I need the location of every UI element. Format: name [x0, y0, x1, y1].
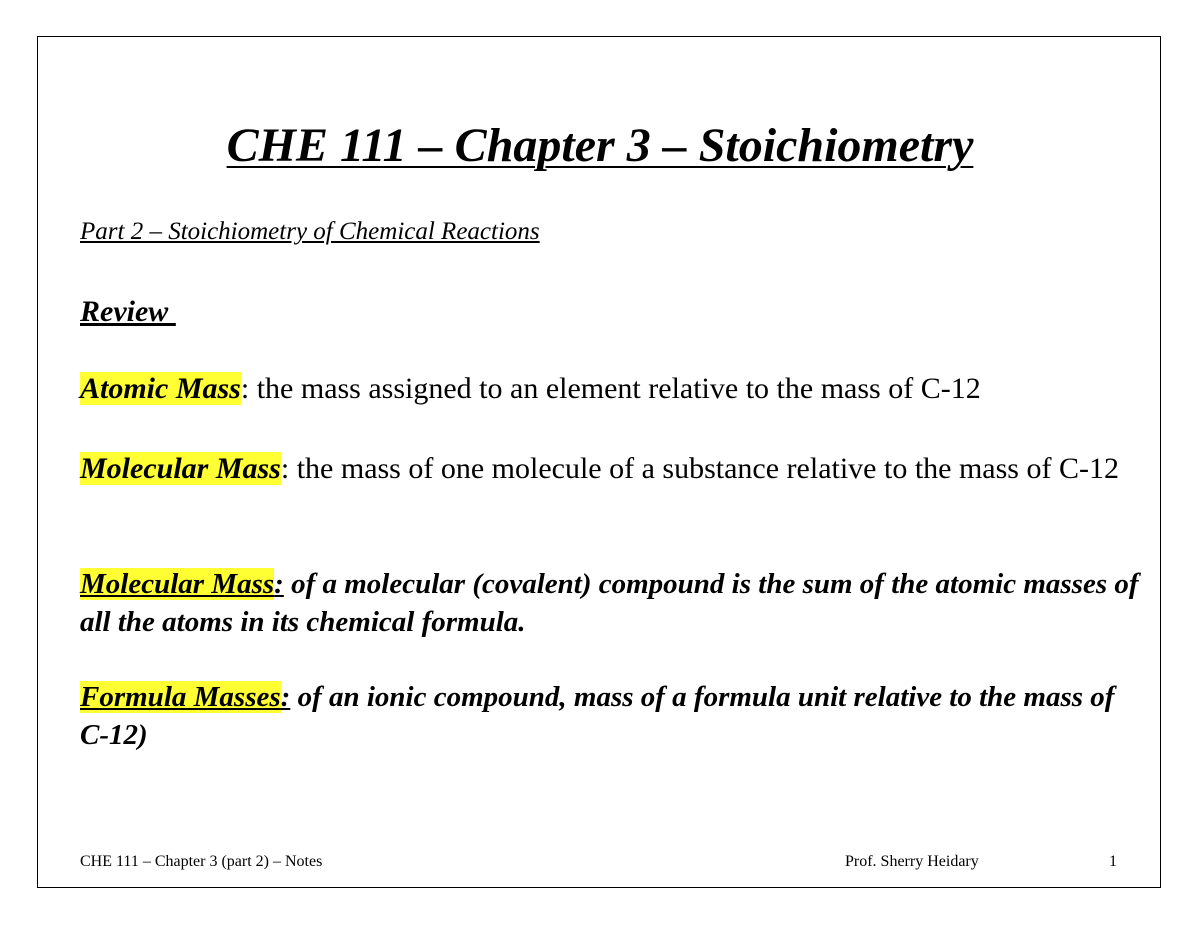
definition-formula-masses — [80, 678, 1140, 754]
definition-term: Atomic Mass — [80, 372, 241, 405]
definition-text: the mass of one molecule of a substance relative to the mass of C-12 — [289, 452, 1119, 485]
definition-text: of a molecular (covalent) compound is the sum of the atomic masses of all the atoms in its chemical formula. — [80, 568, 1139, 638]
definition-colon: : — [280, 681, 291, 713]
definition-molecular-mass-covalent — [80, 565, 1140, 641]
footer-course-notes: CHE 111 – Chapter 3 (part 2) – Notes — [80, 853, 323, 870]
definition-colon: : — [280, 452, 290, 485]
definition-term: Formula Masses — [80, 681, 281, 713]
definition-term: Molecular Mass — [80, 452, 281, 485]
definition-term: Molecular Mass — [80, 568, 275, 600]
definition-colon: : — [274, 568, 284, 600]
footer-page-number: 1 — [1109, 853, 1117, 870]
definition-text: the mass assigned to an element relative to the mass of C-12 — [249, 372, 981, 405]
footer-author: Prof. Sherry Heidary — [845, 853, 979, 870]
subtitle: Part 2 – Stoichiometry of Chemical Reactions — [80, 218, 540, 245]
definition-text: of an ionic compound, mass of a formula unit relative to the mass of C-12) — [80, 681, 1115, 751]
page-title: CHE 111 – Chapter 3 – Stoichiometry — [226, 119, 974, 172]
definition-colon: : — [240, 372, 250, 405]
definition-atomic-mass — [80, 369, 1140, 409]
review-heading: Review — [80, 295, 176, 328]
definition-molecular-mass — [80, 449, 1140, 489]
